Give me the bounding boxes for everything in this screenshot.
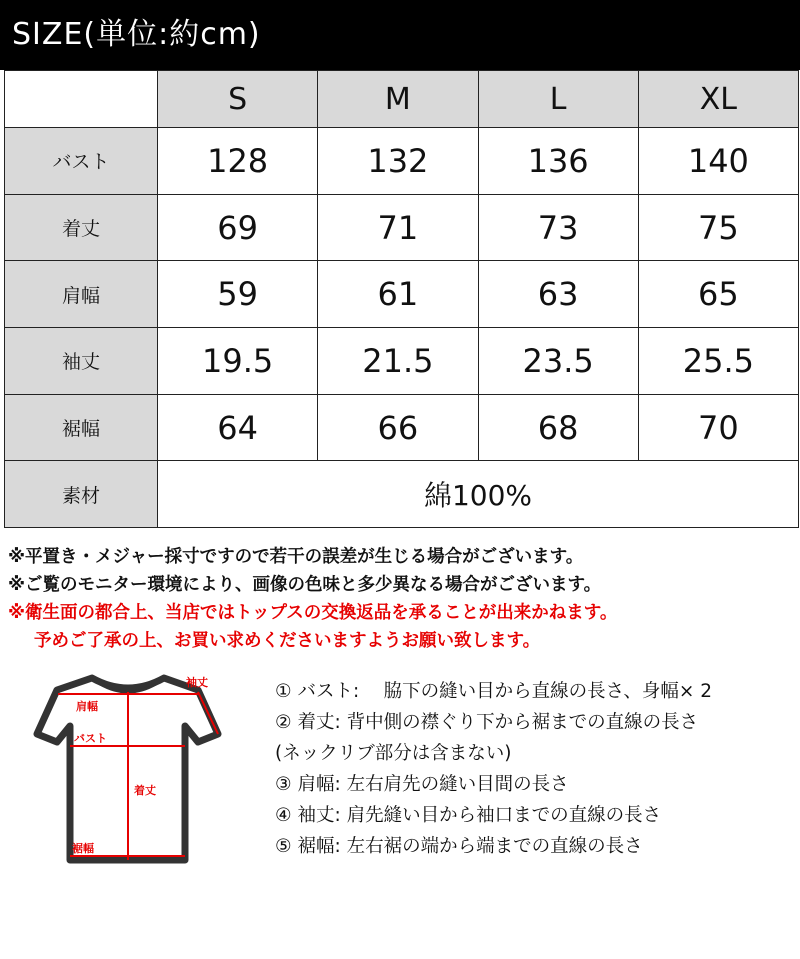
label-sleeve: 袖丈 <box>186 676 208 689</box>
label-hem: 裾幅 <box>72 842 94 855</box>
note-measurement: ※平置き・メジャー採寸ですので若干の誤差が生じる場合がございます。 <box>8 547 584 567</box>
tshirt-diagram <box>20 668 235 868</box>
cell-value: 61 <box>318 261 478 328</box>
table-row-material <box>5 461 799 528</box>
row-label: 袖丈 <box>5 328 158 395</box>
cell-value: 136 <box>478 128 638 195</box>
table-row-bust <box>5 128 799 195</box>
cell-value: 65 <box>638 261 798 328</box>
note-return-policy: ※衛生面の都合上、当店ではトップスの交換返品を承ることが出来かねます。 <box>8 603 618 623</box>
title-bar <box>0 0 800 70</box>
legend-item-bust: ① バスト: 脇下の縫い目から直線の長さ、身幅× 2 <box>275 681 712 702</box>
label-shoulder: 肩幅 <box>76 700 98 713</box>
table-row-shoulder <box>5 261 799 328</box>
notes-section <box>8 543 798 655</box>
row-label: 肩幅 <box>5 261 158 328</box>
cell-value: 25.5 <box>638 328 798 395</box>
cell-value: 128 <box>158 128 318 195</box>
note-apology: 予めご了承の上、お買い求めくださいますようお願い致します。 <box>34 631 541 651</box>
size-header-m: M <box>318 71 478 128</box>
legend-item-sleeve: ④ 袖丈: 肩先縫い目から袖口までの直線の長さ <box>275 805 662 826</box>
cell-value: 69 <box>158 194 318 261</box>
page-title: SIZE(単位:約cm) <box>12 17 261 52</box>
label-length: 着丈 <box>134 784 156 797</box>
row-label: 裾幅 <box>5 394 158 461</box>
table-row-hem <box>5 394 799 461</box>
size-header-l: L <box>478 71 638 128</box>
cell-value: 71 <box>318 194 478 261</box>
table-row-length <box>5 194 799 261</box>
size-table <box>4 70 799 528</box>
corner-cell <box>5 71 158 128</box>
size-header-xl: XL <box>638 71 798 128</box>
cell-value: 132 <box>318 128 478 195</box>
label-bust: バスト <box>74 732 107 745</box>
row-label: バスト <box>5 128 158 195</box>
measurement-legend <box>275 676 795 862</box>
cell-value: 75 <box>638 194 798 261</box>
cell-value: 73 <box>478 194 638 261</box>
cell-value: 68 <box>478 394 638 461</box>
material-value: 綿100% <box>158 461 799 528</box>
row-label: 着丈 <box>5 194 158 261</box>
cell-value: 19.5 <box>158 328 318 395</box>
cell-value: 63 <box>478 261 638 328</box>
cell-value: 70 <box>638 394 798 461</box>
size-header-row <box>5 71 799 128</box>
row-label: 素材 <box>5 461 158 528</box>
cell-value: 59 <box>158 261 318 328</box>
cell-value: 21.5 <box>318 328 478 395</box>
cell-value: 66 <box>318 394 478 461</box>
legend-item-length-note: (ネックリブ部分は含まない) <box>275 743 512 764</box>
cell-value: 23.5 <box>478 328 638 395</box>
table-row-sleeve <box>5 328 799 395</box>
note-monitor: ※ご覧のモニター環境により、画像の色味と多少異なる場合がございます。 <box>8 575 602 595</box>
cell-value: 140 <box>638 128 798 195</box>
legend-item-length: ② 着丈: 背中側の襟ぐり下から裾までの直線の長さ <box>275 712 699 733</box>
legend-item-shoulder: ③ 肩幅: 左右肩先の縫い目間の長さ <box>275 774 569 795</box>
size-header-s: S <box>158 71 318 128</box>
cell-value: 64 <box>158 394 318 461</box>
legend-item-hem: ⑤ 裾幅: 左右裾の端から端までの直線の長さ <box>275 836 643 857</box>
